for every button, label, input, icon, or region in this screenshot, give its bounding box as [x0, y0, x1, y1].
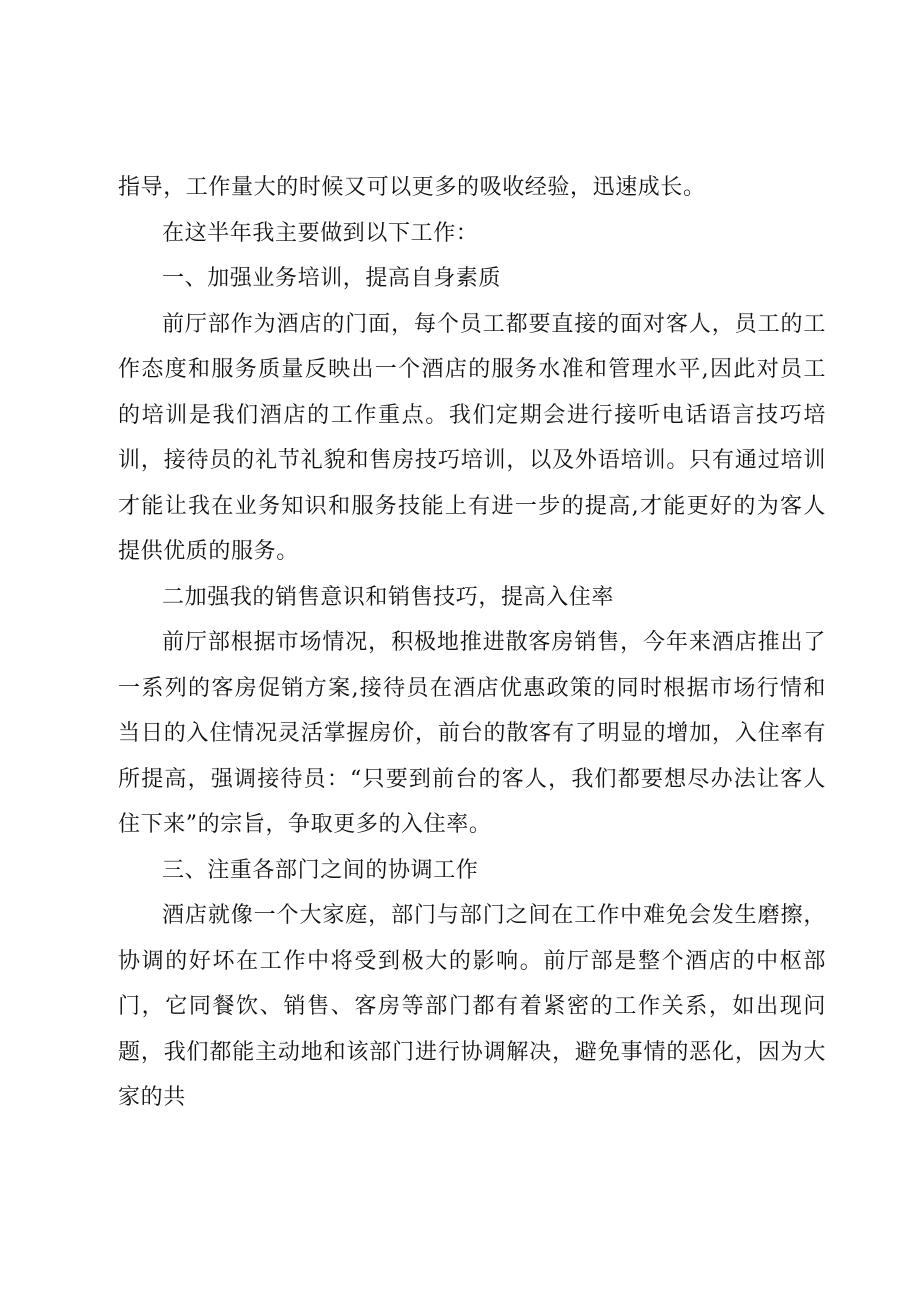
section-heading-2: 二加强我的销售意识和销售技巧，提高入住率: [162, 584, 615, 610]
paragraph-intro: 在这半年我主要做到以下工作：: [162, 220, 479, 246]
paragraph-continuation: 指导，工作量大的时候又可以更多的吸收经验，迅速成长。: [118, 175, 706, 200]
section-heading-1: 一、加强业务培训，提高自身素质: [162, 266, 502, 291]
paragraph-sales: 前厅部根据市场情况，积极地推进散客房销售，今年来酒店推出了一系列的客房促销方案,接待员在酒店优惠政策的同时根据市场行情和当日的入住情况灵活掌握房价，前台的散客有了明显的增加，入住率有所提高，强调接待员：“只要到前台的客人，我们都要想尽办法让客人住下来”的宗旨，争取更多的入住率。: [118, 630, 826, 837]
document-body: [118, 165, 826, 1121]
paragraph-coordination: 酒店就像一个大家庭，部门与部门之间在工作中难免会发生磨擦，协调的好坏在工作中将受到极大的影响。前厅部是整个酒店的中枢部门，它同餐饮、销售、客房等部门都有着紧密的工作关系，如出现问题，我们都能主动地和该部门进行协调解决，避免事情的恶化，因为大家的共: [118, 903, 826, 1110]
paragraph-training: 前厅部作为酒店的门面，每个员工都要直接的面对客人，员工的工作态度和服务质量反映出一个酒店的服务水准和管理水平,因此对员工的培训是我们酒店的工作重点。我们定期会进行接听电话语言技巧培训，接待员的礼节礼貌和售房技巧培训，以及外语培训。只有通过培训才能让我在业务知识和服务技能上有进一步的提高,才能更好的为客人提供优质的服务。: [118, 311, 826, 564]
section-heading-3: 三、注重各部门之间的协调工作: [162, 857, 479, 883]
